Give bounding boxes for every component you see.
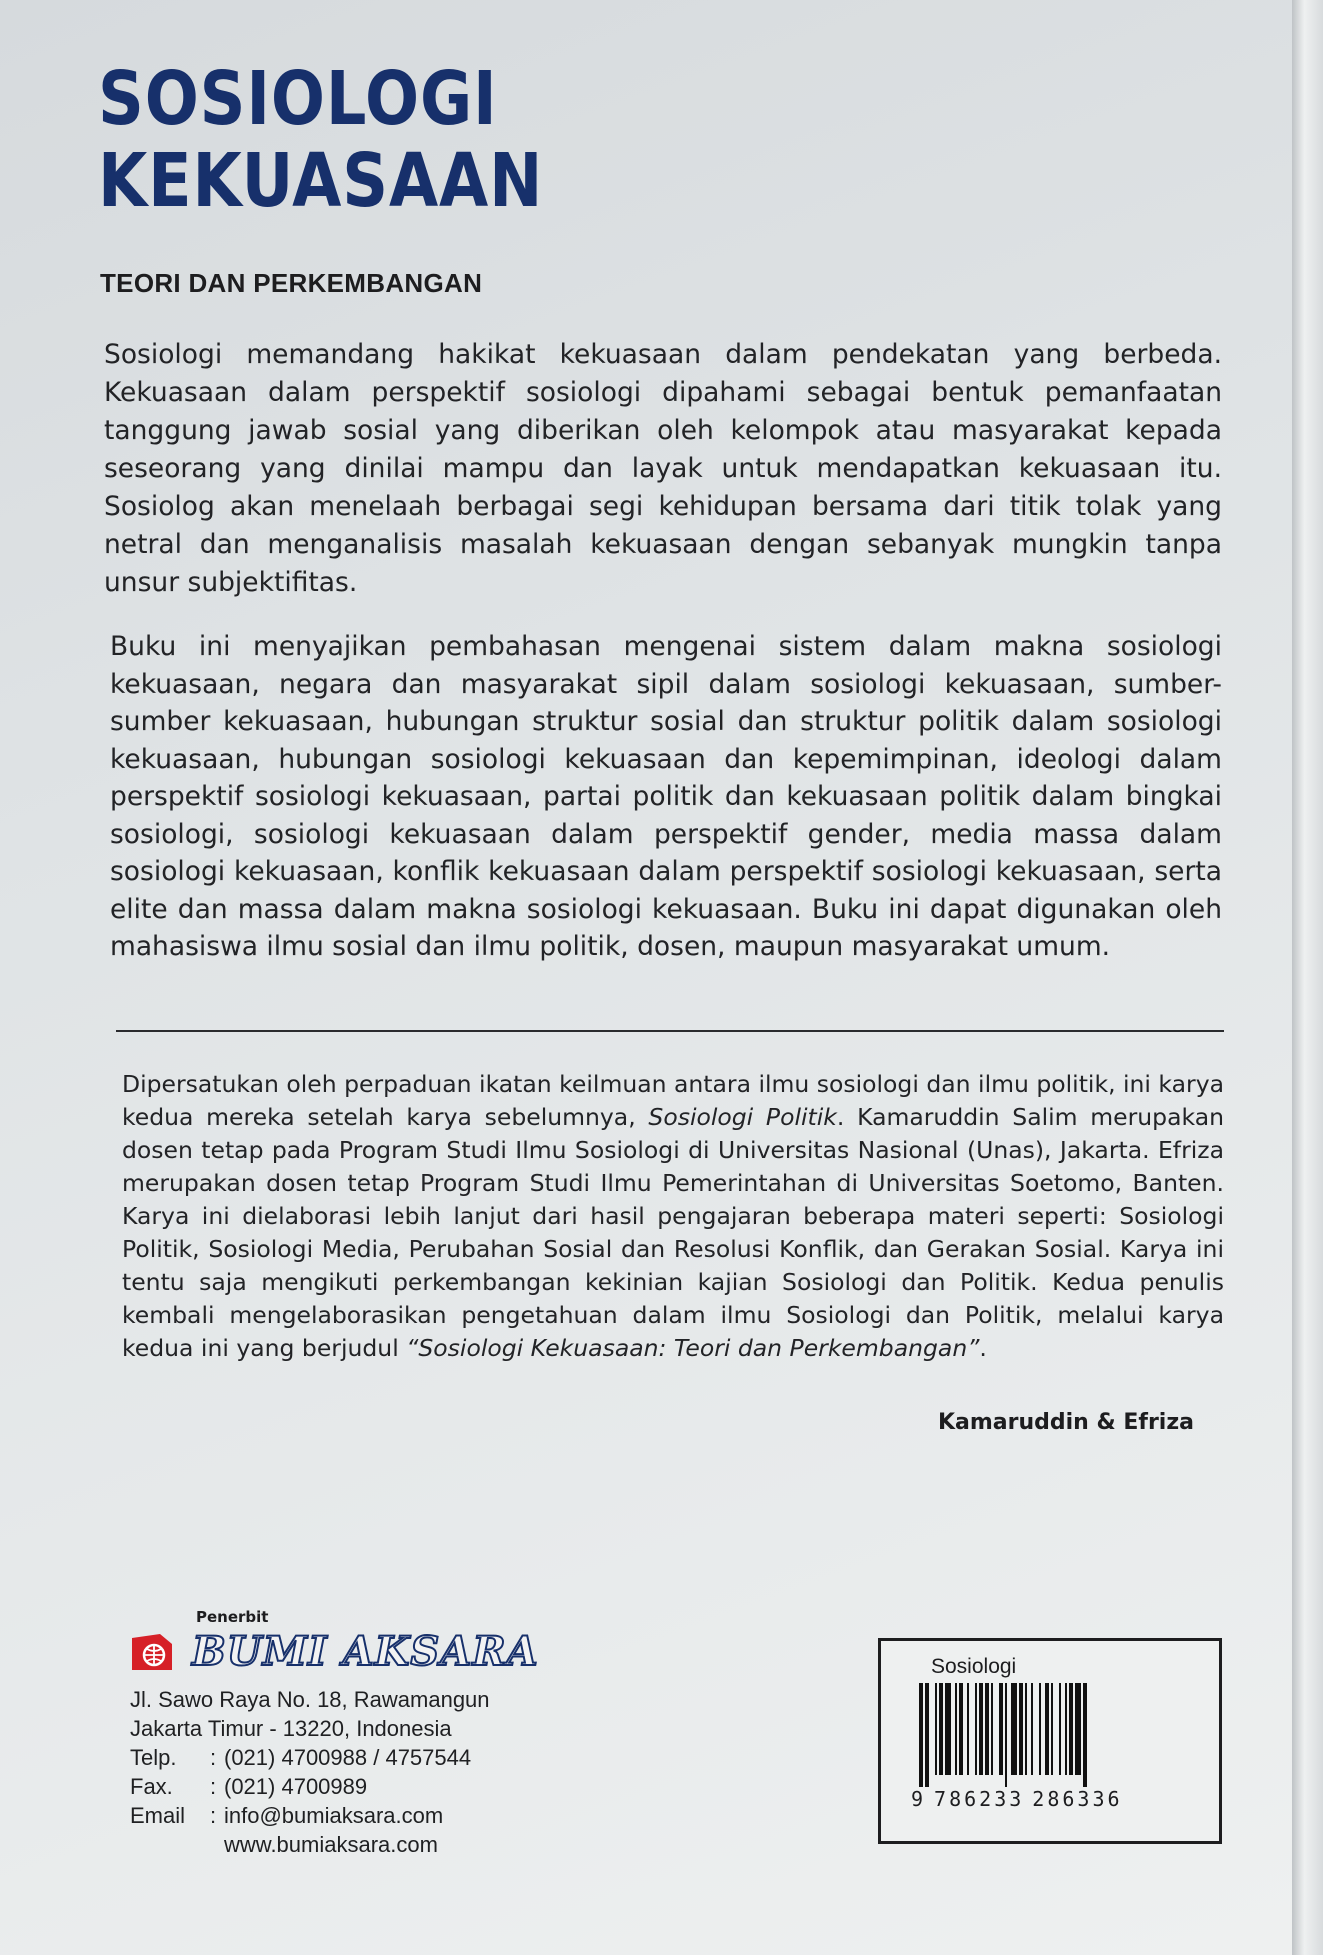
barcode-bar xyxy=(939,1683,943,1775)
email-row xyxy=(130,1801,590,1830)
about-authors-text-a: Dipersatukan oleh perpaduan ikatan keilmuan antara ilmu sosiologi dan ilmu politik, ini karya kedua mereka setelah karya sebelumnya, xyxy=(122,1070,1224,1131)
barcode-bar xyxy=(1069,1683,1073,1775)
book-title-line2: KEKUASAAN xyxy=(98,138,544,224)
barcode-bar xyxy=(999,1683,1003,1775)
barcode-icon xyxy=(915,1683,1185,1787)
book-subtitle: TEORI DAN PERKEMBANGAN xyxy=(100,268,483,298)
book-title-line1: SOSIOLOGI xyxy=(98,56,498,142)
barcode-bar xyxy=(1045,1683,1049,1775)
barcode-bar xyxy=(1051,1683,1053,1775)
about-authors-italic-a: Sosiologi Politik xyxy=(648,1103,837,1131)
barcode-bar xyxy=(1075,1683,1081,1775)
barcode-bar xyxy=(955,1683,957,1775)
email-separator: : xyxy=(210,1803,217,1828)
publisher-logo-row xyxy=(130,1628,590,1675)
about-authors-italic-b: “Sosiologi Kekuasaan: Teori dan Perkembangan” xyxy=(406,1334,980,1362)
barcode-bar xyxy=(975,1683,977,1775)
publisher-brand-name: BUMI AKSARA xyxy=(192,1628,539,1675)
publisher-label: Penerbit xyxy=(196,1608,269,1626)
isbn-number xyxy=(911,1787,1123,1811)
about-authors-text-c: . xyxy=(979,1334,987,1362)
cover-edge xyxy=(1292,0,1323,1955)
section-divider xyxy=(116,1030,1224,1032)
telp-label: Telp. xyxy=(130,1745,177,1770)
address-line-2: Jakarta Timur - 13220, Indonesia xyxy=(130,1716,452,1741)
author-signature: Kamaruddin & Efriza xyxy=(937,1410,1194,1435)
barcode-bar xyxy=(1019,1683,1023,1775)
barcode-bar xyxy=(935,1683,937,1775)
publisher-logo-icon xyxy=(130,1630,174,1674)
barcode-bar xyxy=(967,1683,969,1775)
barcode-bar xyxy=(919,1683,923,1787)
email-label: Email xyxy=(130,1803,186,1828)
barcode-bar xyxy=(945,1683,951,1775)
barcode-bar xyxy=(1065,1683,1067,1775)
fax-label: Fax. xyxy=(130,1774,173,1799)
telp-separator: : xyxy=(210,1745,217,1770)
barcode-bar xyxy=(979,1683,983,1775)
barcode-bar xyxy=(1025,1683,1027,1775)
website-url: www.bumiaksara.com xyxy=(224,1832,438,1857)
isbn-middle-digits: 786233 xyxy=(934,1787,1025,1811)
telp-value: (021) 4700988 / 4757544 xyxy=(224,1745,472,1770)
fax-separator: : xyxy=(210,1774,217,1799)
telp-row xyxy=(130,1743,590,1772)
barcode-bar xyxy=(1083,1683,1087,1787)
barcode-bar xyxy=(1039,1683,1041,1775)
book-title xyxy=(98,56,544,224)
barcode-bar xyxy=(1031,1683,1033,1775)
email-value: info@bumiaksara.com xyxy=(224,1803,444,1828)
barcode-bar xyxy=(925,1683,929,1787)
isbn-last-digits: 286336 xyxy=(1032,1787,1123,1811)
barcode-bar xyxy=(1059,1683,1061,1775)
barcode-bar xyxy=(991,1683,993,1775)
fax-value: (021) 4700989 xyxy=(224,1774,368,1799)
barcode-bar xyxy=(985,1683,989,1775)
publisher-address xyxy=(130,1685,590,1859)
barcode-bar xyxy=(1005,1683,1007,1787)
isbn-category: Sosiologi xyxy=(931,1655,1017,1678)
barcode-bar xyxy=(959,1683,963,1775)
blurb-paragraph-1: Sosiologi memandang hakikat kekuasaan dalam pendekatan yang berbeda. Kekuasaan dalam perspektif sosiologi dipahami sebagai bentuk pemanfaatan tanggung jawab sosial yang diberikan oleh kelompok atau masyarakat kepada seseorang yang dinilai mampu dan layak untuk mendapatkan kekuasaan itu. Sosiolog akan menelaah berbagai segi kehidupan bersama dari titik tolak yang netral dan menganalisis masalah kekuasaan dengan sebanyak mungkin tanpa unsur subjektifitas. xyxy=(104,339,1222,598)
blurb-paragraph-2: Buku ini menyajikan pembahasan mengenai sistem dalam makna sosiologi kekuasaan, negara dan masyarakat sipil dalam sosiologi kekuasaan, sumber-sumber kekuasaan, hubungan struktur sosial dan struktur politik dalam sosiologi kekuasaan, hubungan sosiologi kekuasaan dan kepemimpinan, ideologi dalam perspektif sosiologi kekuasaan, partai politik dan kekuasaan politik dalam bingkai sosiologi, sosiologi kekuasaan dalam perspektif gender, media massa dalam sosiologi kekuasaan, konflik kekuasaan dalam perspektif sosiologi kekuasaan, serta elite dan massa dalam makna sosiologi kekuasaan. Buku ini dapat digunakan oleh mahasiswa ilmu sosial dan ilmu politik, dosen, maupun masyarakat umum. xyxy=(110,631,1222,962)
address-line-1: Jl. Sawo Raya No. 18, Rawamangun xyxy=(130,1687,490,1712)
publisher-block xyxy=(130,1608,590,1859)
barcode-bar xyxy=(1011,1683,1017,1775)
isbn-barcode-box xyxy=(878,1638,1222,1844)
isbn-first-digit: 9 xyxy=(911,1787,927,1811)
fax-row xyxy=(130,1772,590,1801)
about-authors-text xyxy=(122,1068,1224,1365)
about-authors-text-b: . Kamaruddin Salim merupakan dosen tetap pada Program Studi Ilmu Sosiologi di Universitas Nasional (Unas), Jakarta. Efriza merupakan dosen tetap Program Studi Ilmu Pemerintahan di Universitas Soetomo, Banten. Karya ini dielaborasi lebih lanjut dari hasil pengajaran beberapa materi seperti: Sosiologi Politik, Sosiologi Media, Perubahan Sosial dan Resolusi Konflik, dan Gerakan Sosial. Karya ini tentu saja mengikuti perkembangan kekinian kajian Sosiologi dan Politik. Kedua penulis kembali mengelaborasikan pengetahuan dalam ilmu Sosiologi dan Politik, melalui karya kedua ini yang berjudul xyxy=(122,1103,1224,1362)
